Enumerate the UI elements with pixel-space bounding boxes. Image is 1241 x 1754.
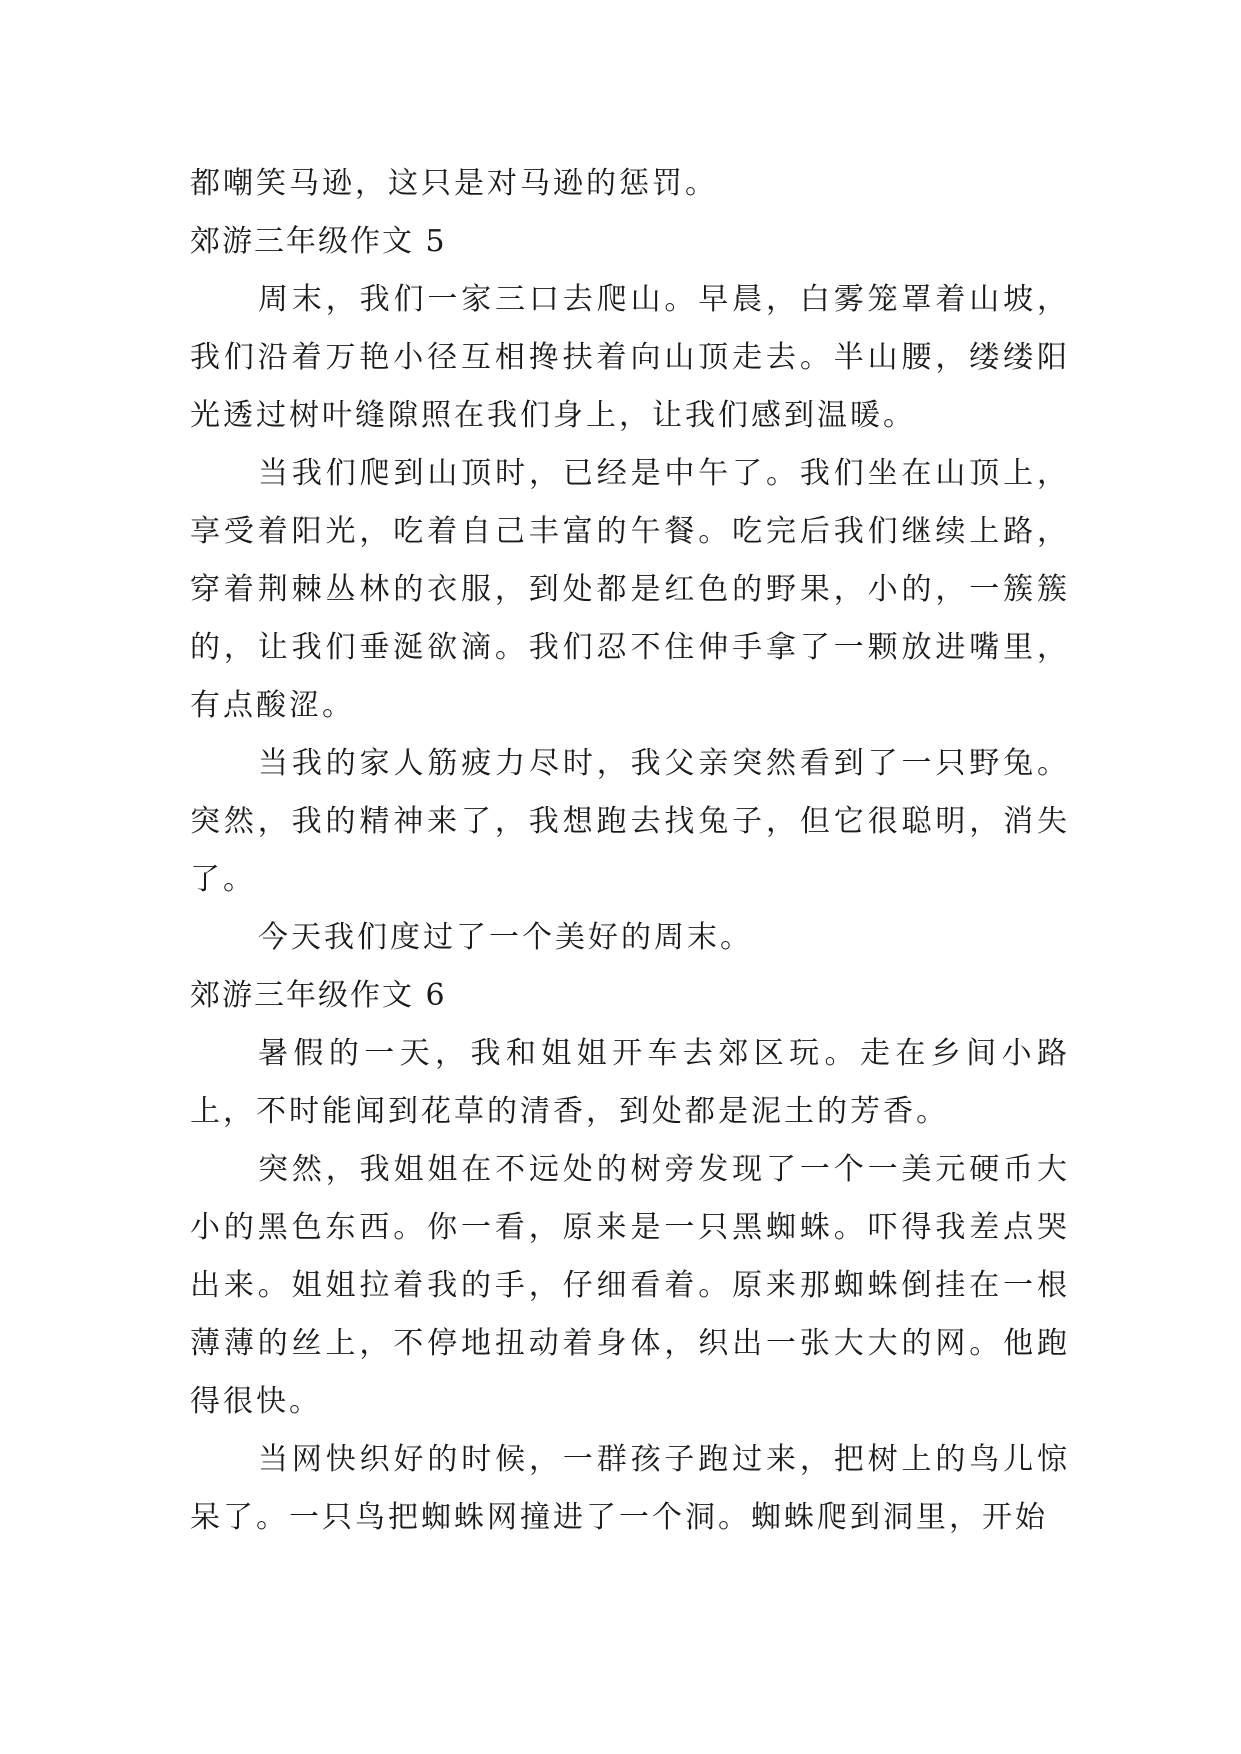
paragraph: 暑假的一天，我和姐姐开车去郊区玩。走在乡间小路上，不时能闻到花草的清香，到处都是泥土的芳香。 [190,1036,1070,1129]
paragraph: 当我的家人筋疲力尽时，我父亲突然看到了一只野兔。突然，我的精神来了，我想跑去找兔子，但它很聪明，消失了。 [190,746,1070,897]
paragraph: 突然，我姐姐在不远处的树旁发现了一个一美元硬币大小的黑色东西。你一看，原来是一只黑蜘蛛。吓得我差点哭出来。姐姐拉着我的手，仔细看着。原来那蜘蛛倒挂在一根薄薄的丝上，不停地扭动着身体，织出一张大大的网。他跑得很快。 [190,1152,1070,1419]
paragraph: 周末，我们一家三口去爬山。早晨，白雾笼罩着山坡，我们沿着万艳小径互相搀扶着向山顶走去。半山腰，缕缕阳光透过树叶缝隙照在我们身上，让我们感到温暖。 [190,282,1070,433]
section-heading-5: 郊游三年级作文 5 [190,224,447,259]
paragraph: 当网快织好的时候，一群孩子跑过来，把树上的鸟儿惊呆了。一只鸟把蜘蛛网撞进了一个洞。蜘蛛爬到洞里，开始 [190,1442,1070,1535]
section-heading-6: 郊游三年级作文 6 [190,978,447,1013]
paragraph-continuation: 都嘲笑马逊，这只是对马逊的惩罚。 [190,166,718,201]
document-body [190,155,1070,1547]
paragraph: 今天我们度过了一个美好的周末。 [258,920,753,955]
paragraph: 当我们爬到山顶时，已经是中午了。我们坐在山顶上，享受着阳光，吃着自己丰富的午餐。吃完后我们继续上路，穿着荆棘丛林的衣服，到处都是红色的野果，小的，一簇簇的，让我们垂涎欲滴。我们忍不住伸手拿了一颗放进嘴里，有点酸涩。 [190,456,1070,723]
